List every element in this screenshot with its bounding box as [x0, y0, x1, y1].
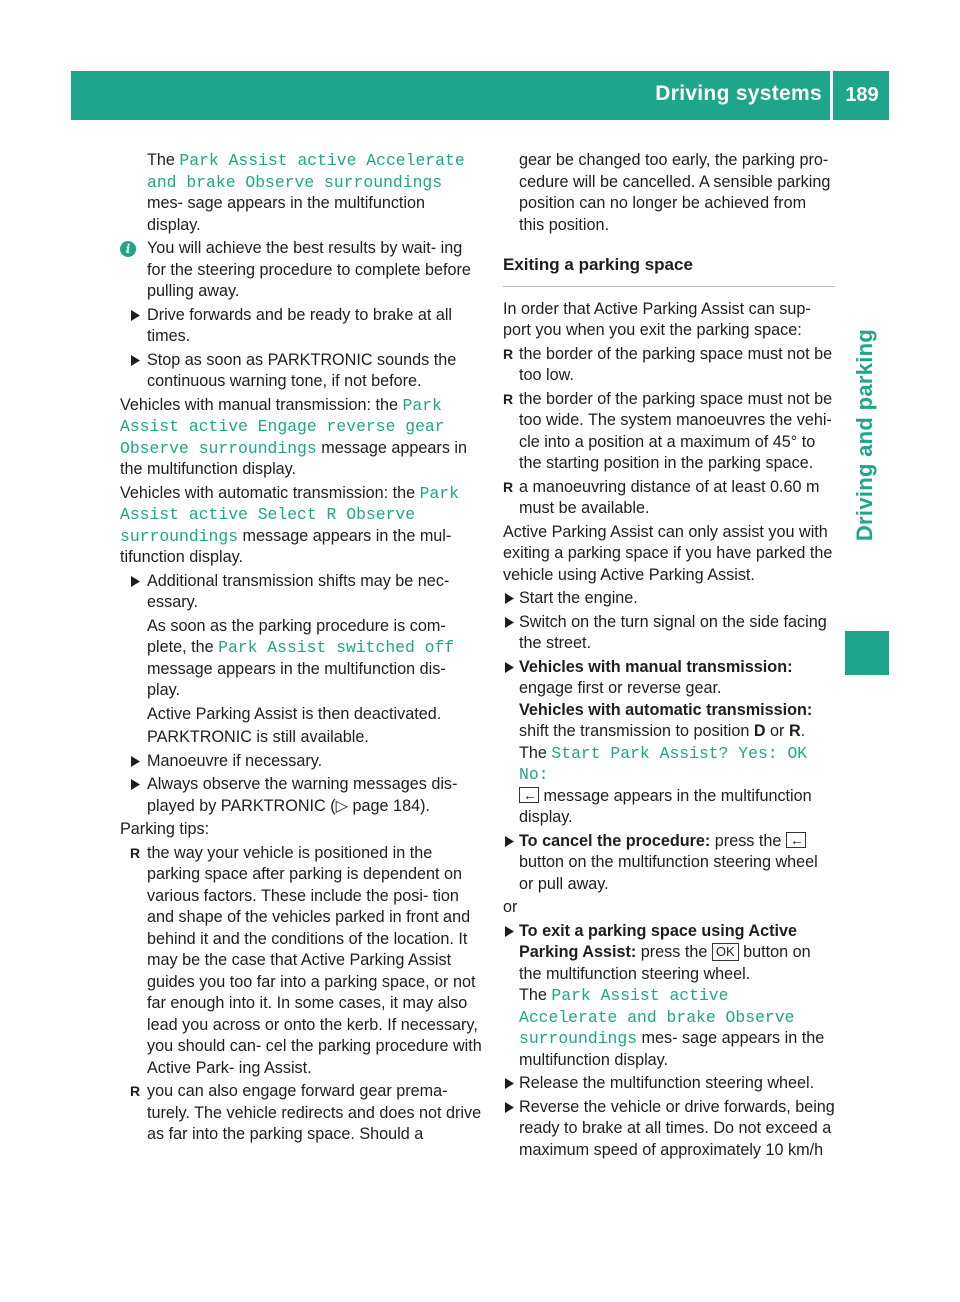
paragraph: PARKTRONIC is still available. [147, 728, 369, 746]
paragraph: In order that Active Parking Assist can sup- port you when you exit the parking space: [503, 299, 811, 339]
bullet-icon: R [130, 844, 141, 861]
section-heading: Exiting a parking space [503, 254, 835, 287]
display-message: Start Park Assist? Yes: OK No: [519, 743, 808, 784]
header-divider [830, 71, 833, 120]
list-item: Switch on the turn signal on the side facing the street. [503, 612, 835, 655]
bullet-icon: R [130, 1083, 141, 1099]
ok-key-icon: OK [712, 943, 739, 961]
paragraph: As soon as the parking procedure is com- plete, the Park Assist switched off message appears in the multifunction dis- play. [147, 616, 455, 699]
paragraph: Active Parking Assist is then deactivated. [147, 704, 442, 723]
list-item: R the border of the parking space must not be too wide. The system manoeuvres the vehi- cle into a position at a maximum of 45° to the starting position in the parking space. [503, 389, 833, 472]
list-item: Stop as soon as PARKTRONIC sounds the continuous warning tone, if not before. [120, 350, 482, 393]
arrow-icon [504, 925, 515, 938]
back-icon [519, 787, 539, 803]
bullet-icon: R [503, 345, 514, 362]
list-item: R the border of the parking space must not be too low. [503, 344, 833, 384]
list-item: Drive forwards and be ready to brake at all times. [120, 305, 482, 348]
arrow-icon [130, 575, 141, 588]
arrow-icon [504, 661, 515, 674]
right-column [503, 150, 835, 1163]
arrow-icon [504, 1101, 515, 1114]
arrow-icon [130, 354, 141, 367]
arrow-icon [504, 1077, 515, 1090]
arrow-icon [504, 616, 515, 629]
chapter-tab [845, 250, 885, 620]
paragraph: gear be changed too early, the parking pro- cedure will be cancelled. A sensible parking position can no longer be achieved from this position. [519, 151, 831, 234]
page-number: 189 [845, 84, 879, 106]
list-item: Release the multifunction steering wheel. [503, 1073, 835, 1095]
list-item: R the way your vehicle is positioned in the parking space after parking is dependent on various factors. These include the posi- tion and shape of the vehicles parked in front and behind it and the conditions of the location. It may be the case that Active Parking Assist guides you too far into a parking space, or not far enough into it. In some cases, it may also lead you across or onto the kerb. If necessary, you should can- cel the parking procedure with Active Park- ing Assist. [130, 843, 482, 1077]
list-item: Additional transmission shifts may be nec- essary. [120, 571, 482, 614]
back-icon [786, 832, 806, 848]
bullet-icon: R [503, 478, 514, 495]
display-message: Park Assist active Engage reverse gear Observe surroundings [120, 395, 445, 458]
list-item: Always observe the warning messages dis- played by PARKTRONIC (▷ page 184). [120, 774, 482, 817]
arrow-icon [130, 755, 141, 768]
list-item: Manoeuvre if necessary. [120, 751, 482, 773]
paragraph: or [503, 898, 518, 916]
list-item: R a manoeuvring distance of at least 0.60 m must be available. [503, 477, 820, 517]
bullet-icon: R [503, 390, 514, 407]
list-item: Reverse the vehicle or drive forwards, being ready to brake at all times. Do not exceed a maximum speed of approximately 10 km/h [503, 1097, 835, 1162]
list-item: To cancel the procedure: press the ← button on the multifunction steering wheel or pull away. [503, 831, 835, 896]
info-note: i You will achieve the best results by wait- ing for the steering procedure to complete before pulling away. [120, 238, 482, 303]
list-item: R you can also engage forward gear prema- turely. The vehicle redirects and does not drive as far into the parking space. Should a [130, 1082, 482, 1143]
chapter-marker [845, 631, 889, 675]
chapter-label: Driving and parking [852, 328, 877, 542]
paragraph: Vehicles with manual transmission: the Park Assist active Engage reverse gear Observe surroundings message appears in the multifunction display. [120, 395, 468, 478]
list-item: To exit a parking space using Active Parking Assist: press the OK button on the multifunction steering wheel. The Park Assist active Accelerate and brake Observe surroundings mes- sage appears in the multifunction display. [503, 921, 835, 1072]
display-message: Park Assist active Accelerate and brake Observe surroundings [519, 986, 795, 1048]
arrow-icon [130, 778, 141, 791]
paragraph: Vehicles with automatic transmission: the Park Assist active Select R Observe surroundings message appears in the mul- tifunction display. [120, 483, 459, 566]
info-icon: i [120, 241, 136, 257]
arrow-icon [504, 835, 515, 848]
list-item: Start the engine. [503, 588, 835, 610]
section-title: Driving systems [655, 82, 822, 105]
display-message: Park Assist switched off [218, 638, 455, 657]
display-message: Park Assist active Accelerate and brake Observe surroundings [147, 151, 465, 192]
left-column [120, 150, 482, 1148]
paragraph: Active Parking Assist can only assist you with exiting a parking space if you have parked the vehicle using Active Parking Assist. [503, 522, 833, 584]
paragraph: The Park Assist active Accelerate and brake Observe surroundings mes- sage appears in the multifunction display. [147, 151, 465, 234]
paragraph: Parking tips: [120, 820, 210, 838]
list-item: Vehicles with manual transmission: engage first or reverse gear. Vehicles with automatic transmission: shift the transmission to position D or R. The Start Park Assist? Yes: OK No: ← message appears in the multifunction display. [503, 657, 835, 829]
arrow-icon [130, 309, 141, 322]
arrow-icon [504, 592, 515, 605]
display-message: Park Assist active Select R Observe surroundings [120, 483, 459, 546]
